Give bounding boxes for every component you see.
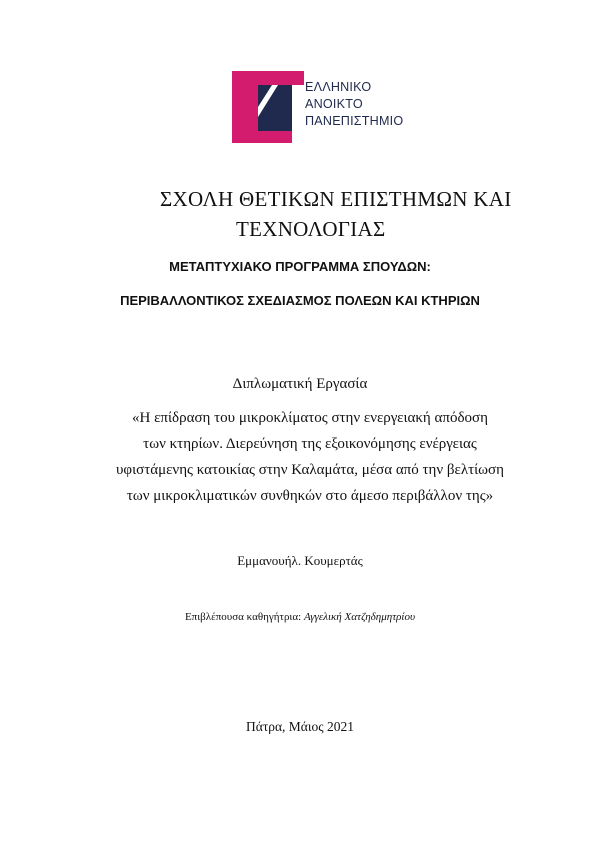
program-title-line-2: ΠΕΡΙΒΑΛΛΟΝΤΙΚΟΣ ΣΧΕΔΙΑΣΜΟΣ ΠΟΛΕΩΝ ΚΑΙ ΚΤΗΡΙΩΝ [120, 293, 480, 308]
author-name: Εμμανουήλ. Κουμερτάς [237, 553, 363, 568]
thesis-title-line: υφιστάμενης κατοικίας στην Καλαμάτα, μέσα από την βελτίωση [116, 462, 504, 478]
place-and-date: Πάτρα, Μάιος 2021 [246, 719, 354, 734]
thesis-title-line: των μικροκλιματικών συνθηκών στο άμεσο περιβάλλον της» [126, 488, 494, 504]
thesis-title-line: «Η επίδραση του μικροκλίματος στην ενεργειακή απόδοση [132, 410, 488, 426]
university-logo-mark [232, 71, 304, 143]
thesis-title-line: των κτηρίων. Διερεύνηση της εξοικονόμησης ενέργειας [143, 436, 477, 452]
thesis-title [80, 405, 540, 509]
logo-line-3: ΠΑΝΕΠΙΣΤΗΜΙΟ [305, 114, 404, 128]
supervisor-line [0, 611, 600, 623]
university-logo [232, 71, 432, 143]
logo-line-1: ΕΛΛΗΝΙΚΟ [305, 80, 372, 94]
logo-line-2: ΑΝΟΙΚΤΟ [305, 97, 363, 111]
school-name-line-2: ΤΕΧΝΟΛΟΓΙΑΣ [236, 217, 386, 241]
supervisor-label: Επιβλέπουσα καθηγήτρια: [184, 611, 304, 623]
school-name-line-1: ΣΧΟΛΗ ΘΕΤΙΚΩΝ ΕΠΙΣΤΗΜΩΝ ΚΑΙ [160, 187, 512, 211]
thesis-type: Διπλωματική Εργασία [232, 376, 368, 392]
logo-wordmark [305, 79, 435, 130]
supervisor-name: Αγγελική Χατζηδημητρίου [303, 611, 416, 623]
program-title-line-1: ΜΕΤΑΠΤΥΧΙΑΚΟ ΠΡΟΓΡΑΜΜΑ ΣΠΟΥΔΩΝ: [169, 259, 431, 274]
